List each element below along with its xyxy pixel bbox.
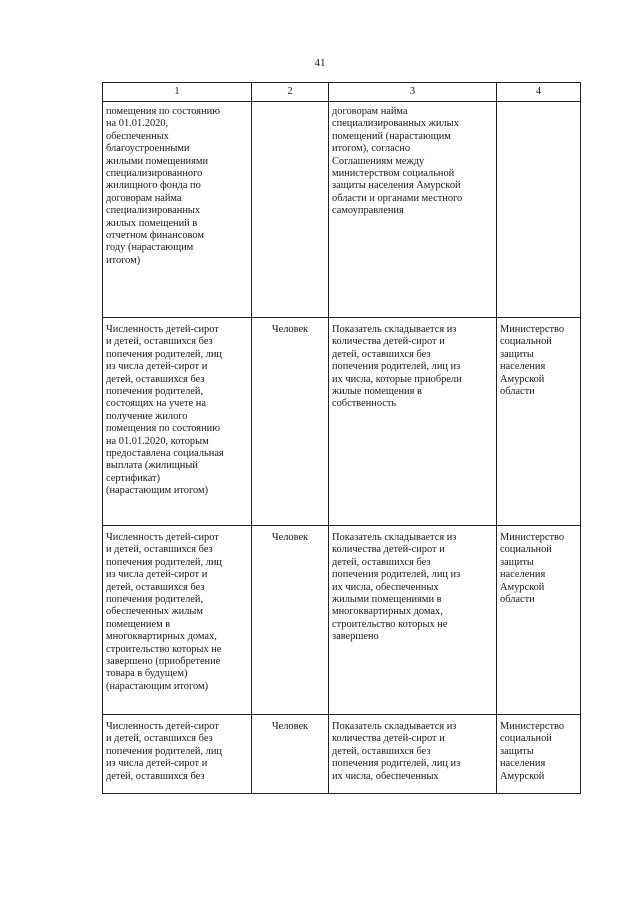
method-cell: договорам найма специализированных жилых помещений (нарастающим итогом), согласно Соглашениям между министерством социальной защиты населения Амурской области и органами местного самоуправления [329,102,497,318]
method-cell: Показатель складывается из количества детей-сирот и детей, оставшихся без попечения родителей, лиц из их числа, обеспеченных [329,715,497,794]
header-col-4: 4 [497,83,581,102]
responsible-cell: Министерство социальной защиты населения Амурской области [497,526,581,715]
header-row [103,83,581,102]
table-row [103,715,581,794]
indicator-cell: Численность детей-сирот и детей, оставшихся без попечения родителей, лиц из числа детей-сирот и детей, оставшихся без [103,715,252,794]
responsible-cell: Министерство социальной защиты населения Амурской области [497,318,581,526]
indicator-cell: Численность детей-сирот и детей, оставшихся без попечения родителей, лиц из числа детей-сирот и детей, оставшихся без попечения родителей, обеспеченных жилым помещением в многоквартирных домах, строительство которых не завершено (приобретение товара в будущем) (нарастающим итогом) [103,526,252,715]
table-row [103,526,581,715]
unit-cell: Человек [252,318,329,526]
header-col-1: 1 [103,83,252,102]
header-col-2: 2 [252,83,329,102]
method-cell: Показатель складывается из количества детей-сирот и детей, оставшихся без попечения родителей, лиц из их числа, которые приобрели жилые помещения в собственность [329,318,497,526]
responsible-cell [497,102,581,318]
table-row [103,318,581,526]
responsible-cell: Министерство социальной защиты населения Амурской [497,715,581,794]
method-cell: Показатель складывается из количества детей-сирот и детей, оставшихся без попечения родителей, лиц из их числа, обеспеченных жилыми помещениями в многоквартирных домах, строительство которых не завершено [329,526,497,715]
unit-cell: Человек [252,715,329,794]
unit-cell [252,102,329,318]
table-row [103,102,581,318]
page-number: 41 [314,57,326,69]
header-col-3: 3 [329,83,497,102]
unit-cell: Человек [252,526,329,715]
indicator-cell: Численность детей-сирот и детей, оставшихся без попечения родителей, лиц из числа детей-сирот и детей, оставшихся без попечения родителей, состоящих на учете на получение жилого помещения по состоянию на 01.01.2020, которым предоставлена социальная выплата (жилищный сертификат) (нарастающим итогом) [103,318,252,526]
indicator-cell: помещения по состоянию на 01.01.2020, обеспеченных благоустроенными жилыми помещениями специализированного жилищного фонда по договорам найма специализированных жилых помещений в отчетном финансовом году (нарастающим итогом) [103,102,252,318]
indicator-table [102,82,581,794]
